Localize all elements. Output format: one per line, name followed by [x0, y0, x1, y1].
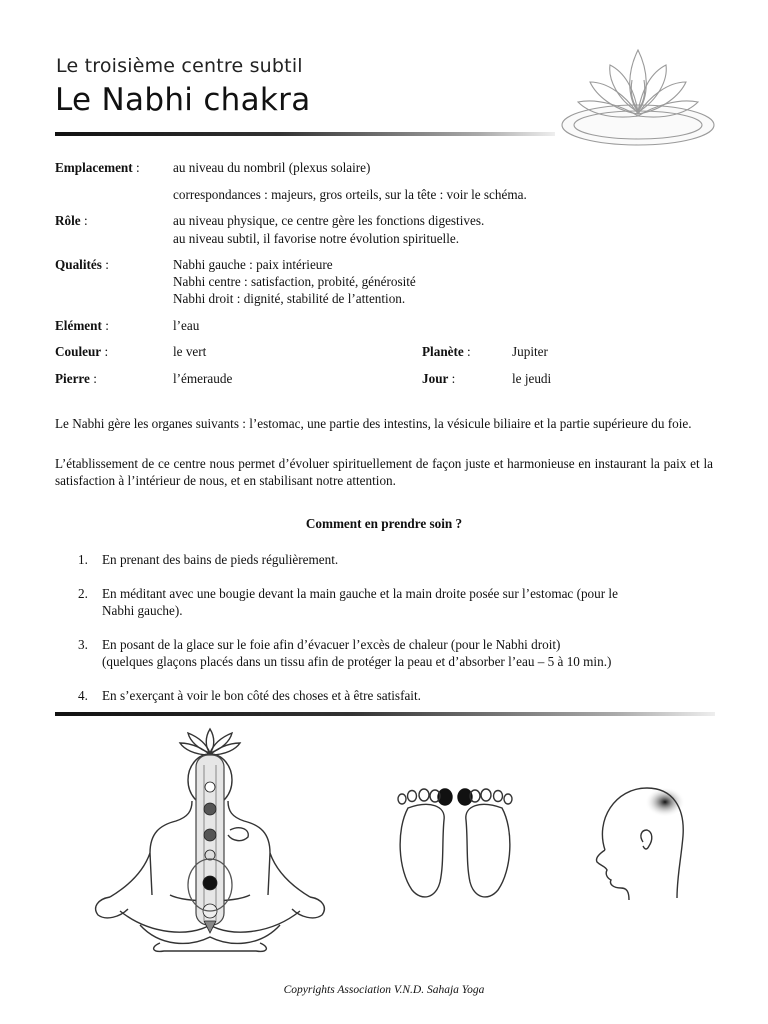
field-emplacement-label: Emplacement : [55, 160, 140, 175]
step-number: 1. [78, 552, 88, 567]
lotus-icon [558, 40, 718, 150]
field-jour-label: Jour : [422, 371, 456, 386]
field-pierre-value: l’émeraude [173, 371, 233, 386]
step-text: En prenant des bains de pieds régulièrement. [102, 552, 339, 567]
field-jour-value: le jeudi [512, 371, 552, 386]
field-role-label: Rôle : [55, 213, 88, 228]
field-role-value-2: au niveau subtil, il favorise notre évolution spirituelle. [173, 231, 460, 246]
field-role-value-1: au niveau physique, ce centre gère les fonctions digestives. [173, 213, 485, 228]
copyright-footer: Copyrights Association V.N.D. Sahaja Yoga [283, 984, 485, 996]
field-qualites-value-2: Nabhi centre : satisfaction, probité, générosité [173, 274, 416, 289]
field-pierre-label: Pierre : [55, 371, 97, 386]
field-qualites-label: Qualités : [55, 257, 109, 272]
section-divider [55, 712, 715, 716]
field-couleur-value: le vert [173, 344, 207, 359]
step-text: En méditant avec une bougie devant la main gauche et la main droite posée sur l’estomac (pour le [102, 586, 618, 601]
head-illustration [585, 780, 695, 905]
meditating-figure-illustration [80, 725, 340, 955]
field-couleur-label: Couleur : [55, 344, 109, 359]
step-text-continued: Nabhi gauche). [102, 603, 183, 618]
field-emplacement-value-2: correspondances : majeurs, gros orteils, sur la tête : voir le schéma. [173, 187, 527, 202]
field-planete-label: Planète : [422, 344, 471, 359]
step-text-continued: (quelques glaçons placés dans un tissu afin de protéger la peau et d’absorber l’eau – 5 à 10 min.) [102, 654, 612, 669]
step-text: En posant de la glace sur le foie afin d’évacuer l’excès de chaleur (pour le Nabhi droit) [102, 637, 561, 652]
field-emplacement-value-1: au niveau du nombril (plexus solaire) [173, 160, 371, 175]
field-planete-value: Jupiter [512, 344, 548, 359]
field-element-label: Elément : [55, 318, 109, 333]
step-number: 3. [78, 637, 88, 652]
field-element-value: l’eau [173, 318, 200, 333]
step-number: 2. [78, 586, 88, 601]
field-qualites-value-3: Nabhi droit : dignité, stabilité de l’attention. [173, 291, 406, 306]
field-qualites-value-1: Nabhi gauche : paix intérieure [173, 257, 333, 272]
paragraph-establishment: L’établissement de ce centre nous permet d’évoluer spirituellement de façon juste et harmonieuse en instaurant la paix et la satisfaction à l’intérieur de nous, et en stabilisant notre attention. [55, 456, 713, 488]
header-divider [55, 132, 555, 136]
step-text: En s’exerçant à voir le bon côté des choses et à être satisfait. [102, 688, 421, 703]
feet-illustration [390, 780, 520, 905]
paragraph-organs: Le Nabhi gère les organes suivants : l’estomac, une partie des intestins, la vésicule biliaire et la partie supérieure du foie. [55, 416, 692, 431]
page-subtitle: Le troisième centre subtil [56, 55, 303, 77]
step-number: 4. [78, 688, 88, 703]
care-section-title: Comment en prendre soin ? [305, 516, 463, 531]
page-title: Le Nabhi chakra [55, 82, 311, 118]
